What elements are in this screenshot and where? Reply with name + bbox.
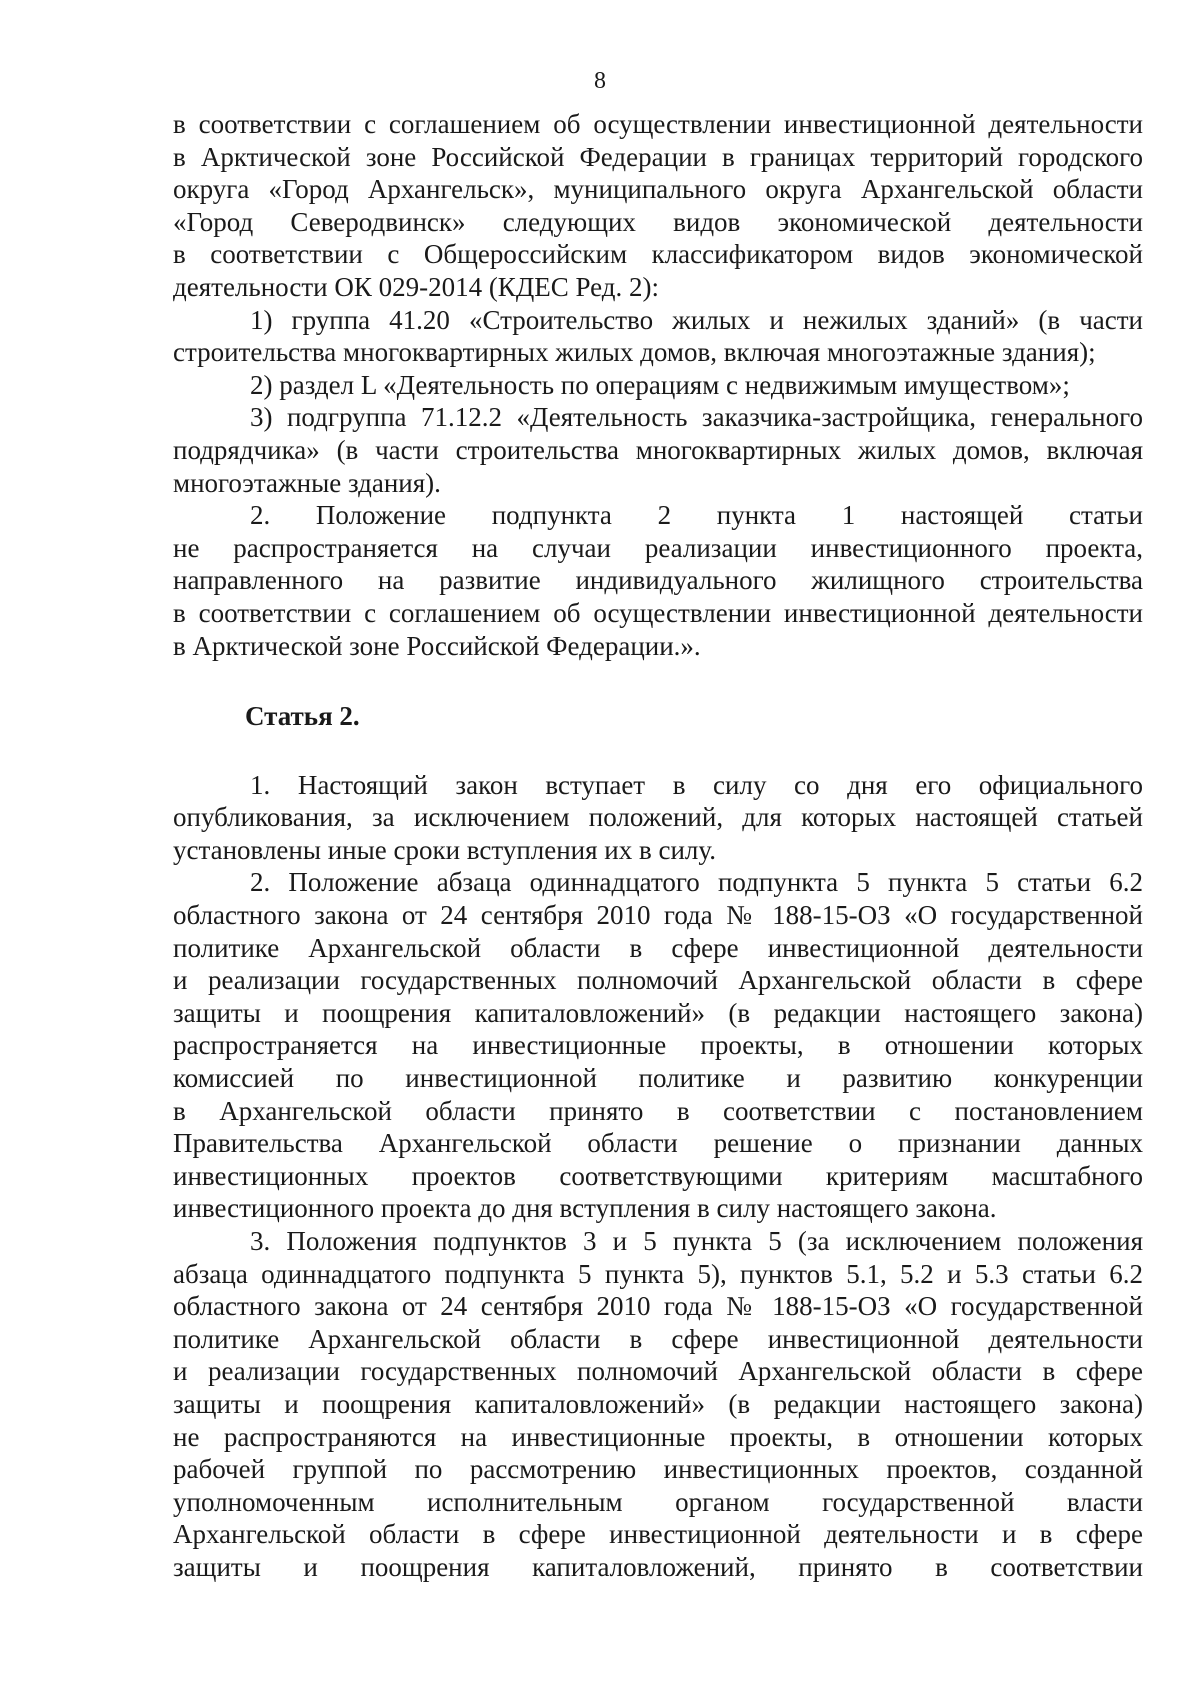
text-line: в Арктической зоне Российской Федерации.».: [173, 630, 701, 661]
text-line: 3) подгруппа 71.12.2 «Деятельность заказчика-застройщика, генерального: [250, 402, 1143, 433]
list-item-3: [173, 401, 1143, 499]
intro-paragraph: [173, 108, 1143, 304]
text-line: деятельности ОК 029-2014 (КДЕС Ред. 2):: [173, 271, 659, 302]
text-line: не распространяется на случаи реализации инвестиционного проекта,: [173, 532, 1143, 563]
text-line: защиты и поощрения капиталовложений, принято в соответствии: [173, 1551, 1143, 1582]
text-line: в соответствии с Общероссийским классификатором видов экономической: [173, 239, 1143, 270]
article2-paragraph-3: [173, 1225, 1143, 1584]
text-line: установлены иные сроки вступления их в силу.: [173, 834, 716, 865]
text-line: Правительства Архангельской области решение о признании данных: [173, 1128, 1143, 1159]
text-line: областного закона от 24 сентября 2010 года № 188-15-ОЗ «О государственной: [173, 1291, 1143, 1322]
text-line: распространяется на инвестиционные проекты, в отношении которых: [173, 1030, 1143, 1061]
text-line: строительства многоквартирных жилых домов, включая многоэтажные здания);: [173, 337, 1096, 368]
text-line: комиссией по инвестиционной политике и развитию конкуренции: [173, 1063, 1143, 1094]
text-line: не распространяются на инвестиционные проекты, в отношении которых: [173, 1421, 1143, 1452]
text-line: абзаца одиннадцатого подпункта 5 пункта 5), пунктов 5.1, 5.2 и 5.3 статьи 6.2: [173, 1258, 1143, 1289]
text-line: в соответствии с соглашением об осуществлении инвестиционной деятельности: [173, 597, 1143, 628]
text-line: опубликования, за исключением положений, для которых настоящей статьей: [173, 802, 1143, 833]
list-item-2: [173, 369, 1143, 402]
text-line: уполномоченным исполнительным органом государственной власти: [173, 1486, 1143, 1517]
article2-paragraph-2: [173, 866, 1143, 1225]
text-line: политике Архангельской области в сфере инвестиционной деятельности: [173, 932, 1143, 963]
text-line: 2. Положение абзаца одиннадцатого подпункта 5 пункта 5 статьи 6.2: [250, 867, 1143, 898]
text-line: в Арктической зоне Российской Федерации в границах территорий городского: [173, 141, 1143, 172]
text-line: политике Архангельской области в сфере инвестиционной деятельности: [173, 1323, 1143, 1354]
text-line: рабочей группой по рассмотрению инвестиционных проектов, созданной: [173, 1454, 1143, 1485]
text-line: и реализации государственных полномочий Архангельской области в сфере: [173, 1356, 1143, 1387]
text-line: 1) группа 41.20 «Строительство жилых и нежилых зданий» (в части: [250, 304, 1143, 335]
text-line: «Город Северодвинск» следующих видов экономической деятельности: [173, 206, 1143, 237]
text-line: многоэтажные здания).: [173, 467, 441, 498]
text-line: 2. Положение подпункта 2 пункта 1 настоящей статьи: [250, 500, 1143, 531]
point-2-paragraph: [173, 499, 1143, 662]
text-line: Архангельской области в сфере инвестиционной деятельности и в сфере: [173, 1519, 1143, 1550]
text-line: подрядчика» (в части строительства многоквартирных жилых домов, включая: [173, 434, 1143, 465]
text-line: и реализации государственных полномочий Архангельской области в сфере: [173, 965, 1143, 996]
text-line: инвестиционного проекта до дня вступления в силу настоящего закона.: [173, 1193, 997, 1224]
text-line: округа «Город Архангельск», муниципального округа Архангельской области: [173, 174, 1143, 205]
text-line: направленного на развитие индивидуального жилищного строительства: [173, 565, 1143, 596]
text-line: защиты и поощрения капиталовложений» (в редакции настоящего закона): [173, 1388, 1143, 1419]
text-line: в Архангельской области принято в соответствии с постановлением: [173, 1095, 1143, 1126]
document-body: [173, 108, 1143, 1584]
text-line: 1. Настоящий закон вступает в силу со дня его официального: [250, 769, 1143, 800]
text-line: в соответствии с соглашением об осуществлении инвестиционной деятельности: [173, 109, 1143, 139]
text-line: защиты и поощрения капиталовложений» (в редакции настоящего закона): [173, 997, 1143, 1028]
article-heading: Статья 2.: [245, 701, 360, 732]
text-line: 3. Положения подпунктов 3 и 5 пункта 5 (за исключением положения: [250, 1226, 1143, 1256]
text-line: 2) раздел L «Деятельность по операциям с недвижимым имуществом»;: [250, 369, 1070, 400]
text-line: областного закона от 24 сентября 2010 года № 188-15-ОЗ «О государственной: [173, 900, 1143, 931]
article2-paragraph-1: [173, 769, 1143, 867]
list-item-1: [173, 304, 1143, 369]
page-number: 8: [594, 68, 606, 94]
text-line: инвестиционных проектов соответствующими критериям масштабного: [173, 1160, 1143, 1191]
